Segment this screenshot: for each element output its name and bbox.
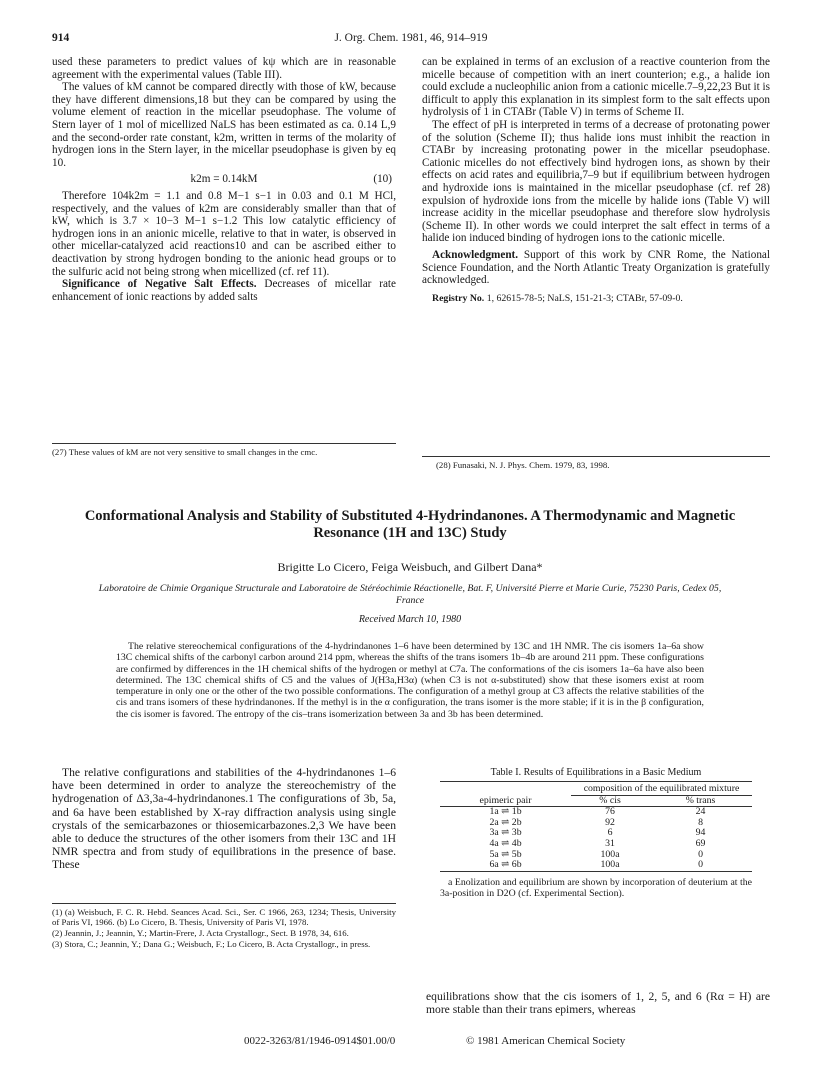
acknowledgment-heading: Acknowledgment. (432, 248, 519, 261)
footnote-1: (1) (a) Weisbuch, F. C. R. Hebd. Seances Acad. Sci., Ser. C 1966, 263, 1234; Thesis, University of Paris VI, 1966. (b) Lo Cicero, B. Thesis, University of Paris VI, 1978. (52, 907, 396, 927)
cell-trans: 0 (698, 848, 703, 860)
page-number: 914 (52, 32, 70, 44)
paragraph: The relative configurations and stabilities of the 4-hydrindanones 1–6 have been determined in order to analyze the stereochemistry of the hydrogenation of Δ3,3a-4-hydrindanones.1 The configurations of 3b, 5a, and 6a have been established by X-ray diffraction analysis using single crystals of the semicarbazones or thiosemicarbazones.2,3 We have been able to deduce the structures of the other isomers from their 13C and 1H NMR spectra and from study of equilibrations in the presence of base. These (52, 766, 396, 872)
col-header-pair: epimeric pair (440, 782, 571, 807)
equation-10 (52, 173, 396, 186)
section-text: Decreases of micellar rate enhancement of ionic reactions by added salts (52, 278, 396, 303)
cell-cis: 100a (571, 860, 649, 871)
footnote-28 (436, 460, 770, 471)
cell-pair: 2a ⇌ 2b (489, 816, 522, 828)
cell-trans: 94 (695, 827, 706, 839)
paragraph: The values of kM cannot be compared directly with those of kW, because they have different dimensions,18 but they can be compared by using the volume element of reaction in the micellar pseudophase. The volume of Stern layer of 1 mol of micellized NaLS has been estimated as ca. 0.14 L,9 and the second-order rate constant, k2m, written in terms of the molarity of hydrogen ions in the Stern layer, in the micellar pseudophase is given by eq 10. (52, 81, 396, 169)
cell-trans: 24 (649, 807, 752, 818)
footnote-rule (422, 456, 770, 457)
footnote-text: (27) These values of kM are not very sensitive to small changes in the cmc. (52, 447, 318, 457)
paragraph: Therefore 104k2m = 1.1 and 0.8 M−1 s−1 in 0.03 and 0.1 M HCl, respectively, and the values of k2m are considerably smaller than that of kW, which is 3.7 × 10−3 M−1 s−1.2 This low catalytic efficiency of hydrogen ions in an anionic micelle, relative to that in water, is observed in other micellar-catalyzed acid reactions10 and can be ascribed either to deactivation by strong hydrogen bonding to the anionic head groups or to the sulfuric acid not being strong when micellized (cf. ref 11). (52, 189, 396, 278)
article-authors: Brigitte Lo Cicero, Feiga Weisbuch, and Gilbert Dana* (277, 560, 543, 574)
article-body-right (426, 990, 770, 1016)
col-group-header: composition of the equilibrated mixture (571, 782, 752, 796)
abstract-text: The relative stereochemical configurations of the 4-hydrindanones 1–6 have been determined by 13C and 1H NMR. The cis isomers 1a–6a show 13C chemical shifts of the carbonyl carbon around 214 ppm, whereas the shifts of the trans isomers 1b–4b are around 211 ppm. These configurations are confirmed by differences in the 1H chemical shifts of the hydrogen or methyl at C7a. The conformations of the cis isomers 1a–6a have also been determined. The 13C chemical shifts of C5 and the values of J(H3a,H3α) (when C3 is not α-substituted) show that these isomers exist at room temperature in only one or the other of the two possible conformations. The configuration of a methyl group at C3 affects the relative stabilities of the cis and trans isomers of these hydrindanones. If the methyl is in the α configuration, the trans isomer is the more stable; if it is in the β configuration, the cis isomer is favored. The entropy of the cis–trans isomerization between 3a and 3b has been determined. (116, 641, 704, 720)
cell-trans: 69 (695, 837, 706, 849)
col-header-trans: % trans (649, 795, 752, 807)
cell-cis: 100a (600, 848, 620, 860)
table-1 (440, 767, 752, 899)
acknowledgment (422, 249, 770, 287)
footnote-rule (52, 903, 396, 904)
equilibration-table (440, 781, 752, 872)
section-heading: Significance of Negative Salt Effects. (62, 278, 257, 291)
journal-citation: J. Org. Chem. 1981, 46, 914–919 (334, 32, 488, 44)
article-body-left (52, 766, 396, 872)
article-code: 0022-3263/81/1946-0914$01.00/0 (244, 1035, 396, 1047)
copyright: © 1981 American Chemical Society (466, 1035, 626, 1047)
received-date: Received March 10, 1980 (358, 614, 462, 625)
footnote-rule (52, 443, 396, 444)
article-title: Conformational Analysis and Stability of Substituted 4-Hydrindanones. A Thermodynamic and Magnetic Resonance (1H and 13C) Study (84, 508, 736, 541)
registry-numbers (422, 293, 770, 306)
paragraph: used these parameters to predict values of kψ which are in reasonable agreement with the experimental values (Table III). (52, 56, 396, 81)
equation-number: (10) (373, 173, 392, 186)
abstract (116, 641, 704, 720)
cell-cis: 6 (607, 827, 613, 839)
footnote-2: (2) Jeannin, J.; Jeannin, Y.; Martin-Frere, J. Acta Crystallogr., Sect. B 1978, 34, 616. (52, 928, 349, 938)
table-caption: Table I. Results of Equilibrations in a Basic Medium (490, 767, 702, 778)
cell-cis: 31 (605, 837, 615, 849)
cell-cis: 76 (571, 807, 649, 818)
paragraph (52, 278, 396, 303)
cell-cis: 92 (605, 816, 615, 828)
prev-article-right-column (422, 56, 770, 305)
paragraph: equilibrations show that the cis isomers of 1, 2, 5, and 6 (Rα = H) are more stable than their trans epimers, whereas (426, 990, 770, 1017)
paragraph: The effect of pH is interpreted in terms of a decrease of protonating power of the solution (Scheme II); thus halide ions must inhibit the reaction in CTABr by increasing protonating power in the micellar pseudophase. Cationic micelles do not effectively bind hydrogen ions, as shown by their effects on acid rates and equilibria,7–9 but if equilibrium between hydrogen and hydroxide ions is maintained in the micellar pseudophase (cf. ref 28) expulsion of hydroxide ions from the micelle by halide ions (Table V) will increase acidity in the micellar pseudophase and therefore slow hydrolysis (Scheme II). In other words we could interpret the salt effect in terms of a halide ion induced binding of hydrogen ions to the cationic micelle. (422, 118, 770, 245)
cell-pair: 5a ⇌ 5b (489, 848, 522, 860)
article-affiliation: Laboratoire de Chimie Organique Structurale and Laboratoire de Stéréochimie Réactionelle, Bat. F, Université Pierre et Marie Curie, 75230 Paris, Cedex 05, France (98, 583, 722, 606)
registry-text: 1, 62615-78-5; NaLS, 151-21-3; CTABr, 57-09-0. (486, 292, 683, 304)
footnote-text: (28) Funasaki, N. J. Phys. Chem. 1979, 83, 1998. (436, 460, 610, 470)
page-footer (52, 1035, 770, 1049)
acknowledgment-text: Support of this work by CNR Rome, the National Science Foundation, and the North Atlantic Treaty Organization is gratefully acknowledged. (422, 248, 771, 287)
article-footnotes (52, 907, 396, 950)
table-footnote: a Enolization and equilibrium are shown by incorporation of deuterium at the 3a-position in D2O (cf. Experimental Section). (440, 876, 752, 899)
equation-text: k2m = 0.14kM (190, 173, 258, 186)
registry-label: Registry No. (432, 292, 485, 304)
footnote-3: (3) Stora, C.; Jeannin, Y.; Dana G.; Weisbuch, F.; Lo Cicero, B. Acta Crystallogr., in press. (52, 939, 371, 949)
prev-article-left-column (52, 56, 396, 303)
col-header-cis: % cis (571, 795, 649, 807)
cell-pair: 6a ⇌ 6b (440, 860, 571, 871)
cell-trans: 8 (698, 816, 703, 828)
cell-trans: 0 (649, 860, 752, 871)
cell-pair: 4a ⇌ 4b (489, 837, 522, 849)
footnote-27 (52, 447, 396, 458)
page-header (52, 32, 770, 50)
cell-pair: 1a ⇌ 1b (440, 807, 571, 818)
cell-pair: 3a ⇌ 3b (489, 827, 522, 839)
paragraph: can be explained in terms of an exclusion of a reactive counterion from the micelle because of competition with an inert counterion; e.g., a halide ion could exclude a nucleophilic anion from a cationic micelle.7–9,22,23 But it is difficult to apply this explanation in its simplest form to the salt effects upon hydrolysis of 1 in CTABr (Table V) in terms of Scheme II. (422, 56, 770, 119)
